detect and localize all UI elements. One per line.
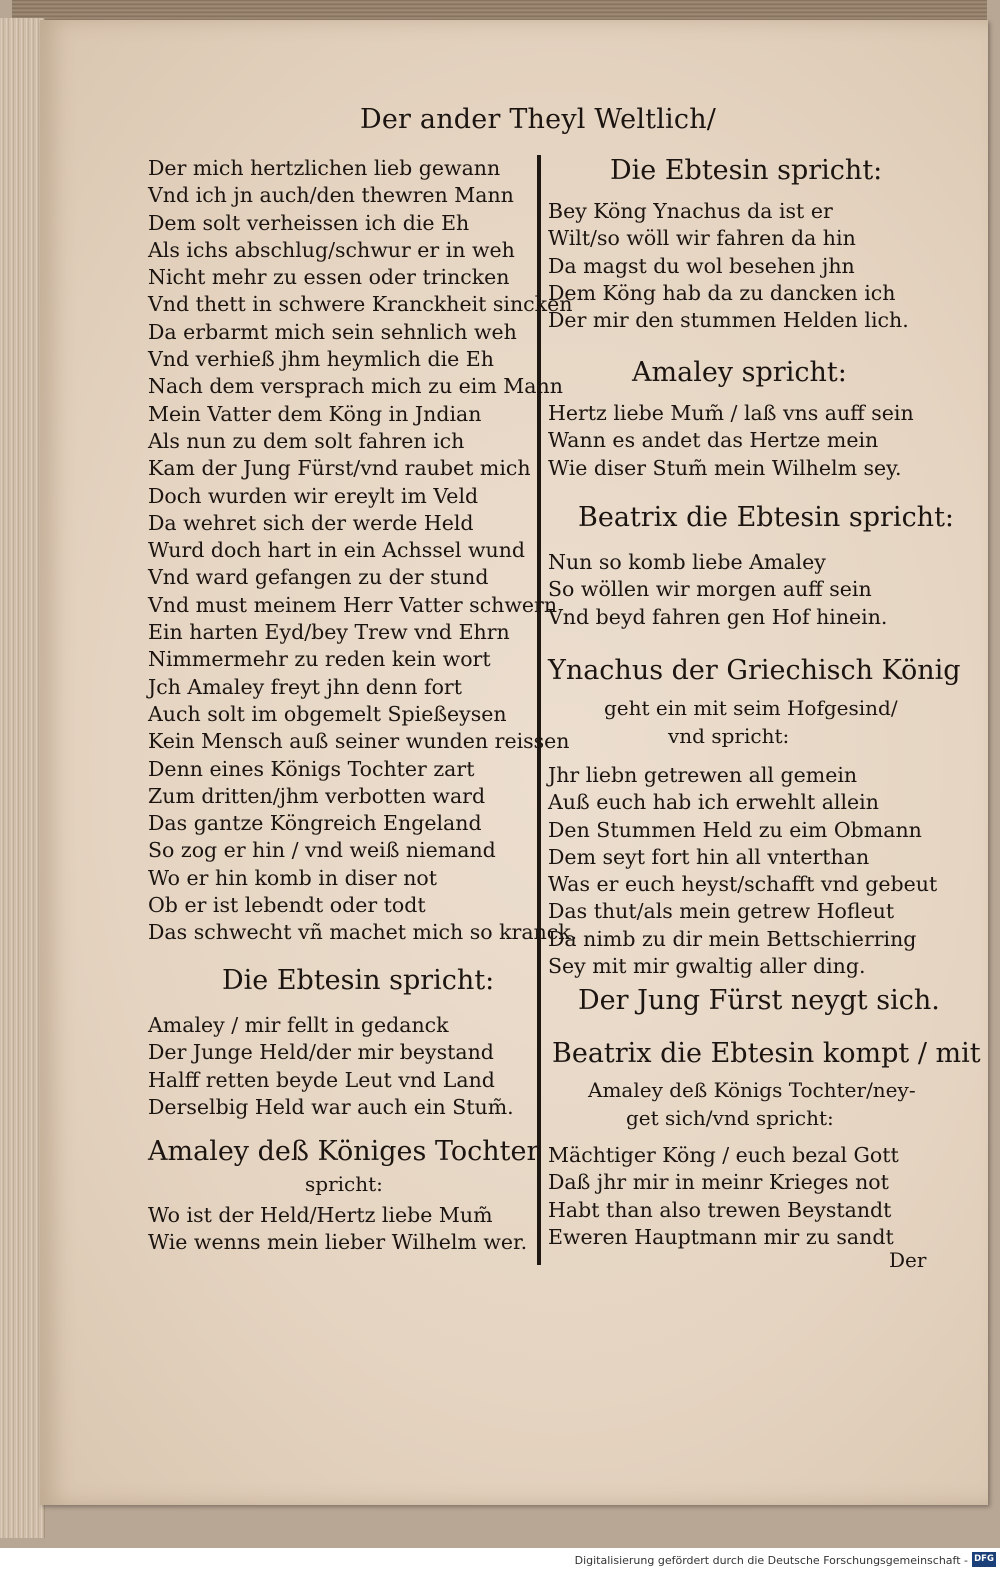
stage-direction: Der Jung Fürst neygt sich.	[578, 985, 940, 1016]
verse-line: So wöllen wir morgen auff sein	[548, 577, 872, 602]
verse-line: Nimmermehr zu reden kein wort	[148, 647, 491, 672]
verse-line: Vnd verhieß jhm heymlich die Eh	[148, 347, 494, 372]
verse-line: Wann es andet das Hertze mein	[548, 428, 879, 453]
verse-line: Wie diser Stum̃ mein Wilhelm sey.	[548, 455, 902, 480]
verse-line: Ob er ist lebendt oder todt	[148, 893, 426, 918]
verse-line: Habt than also trewen Beystandt	[548, 1197, 892, 1222]
verse-line: Dem solt verheissen ich die Eh	[148, 210, 470, 235]
right-column-verse-2	[548, 400, 914, 482]
verse-line: Das thut/als mein getrew Hofleut	[548, 899, 895, 924]
verse-line: Daß jhr mir in meinr Krieges not	[548, 1170, 889, 1195]
funding-credit: Digitalisierung gefördert durch die Deutsche Forschungsgemeinschaft -	[574, 1554, 968, 1567]
right-heading-ynachus-c: vnd spricht:	[668, 724, 790, 748]
verse-line: Der Junge Held/der mir beystand	[148, 1040, 494, 1065]
verse-line: Mein Vatter dem Köng in Jndian	[148, 401, 482, 426]
verse-line: Nun so komb liebe Amaley	[548, 550, 826, 574]
verse-line: Das gantze Köngreich Engeland	[148, 811, 482, 836]
verse-line: Vnd ich jn auch/den thewren Mann	[148, 183, 514, 208]
verse-line: Wo er hin komb in diser not	[148, 865, 438, 890]
verse-line: Halff retten beyde Leut vnd Land	[148, 1067, 495, 1092]
verse-line: Zum dritten/jhm verbotten ward	[148, 783, 486, 808]
verse-line: Auch solt im obgemelt Spießeysen	[148, 701, 507, 726]
verse-line: Nicht mehr zu essen oder trincken	[148, 265, 510, 290]
right-heading-beatrix-kompt-b: Amaley deß Königs Tochter/ney-	[588, 1078, 916, 1102]
verse-line: Der mir den stummen Helden lich.	[548, 308, 909, 333]
right-heading-ynachus-a: Ynachus der Griechisch König	[548, 655, 961, 686]
verse-line: So zog er hin / vnd weiß niemand	[148, 838, 496, 863]
verse-line: Was er euch heyst/schafft vnd gebeut	[548, 872, 938, 897]
right-heading-beatrix: Beatrix die Ebtesin spricht:	[578, 502, 955, 533]
running-head: Der ander Theyl Weltlich/	[360, 104, 717, 135]
right-column-verse-3	[548, 549, 887, 631]
page-stack-fore-edge	[0, 18, 45, 1538]
verse-line: Das schwecht vñ machet mich so kranck.	[148, 920, 578, 945]
verse-line: Da erbarmt mich sein sehnlich weh	[148, 319, 517, 344]
right-heading-beatrix-kompt-a: Beatrix die Ebtesin kompt / mit	[552, 1038, 981, 1069]
verse-line: Wo ist der Held/Hertz liebe Mum̃	[148, 1203, 493, 1227]
verse-line: Der mich hertzlichen lieb gewann	[148, 156, 501, 180]
verse-line: Da nimb zu dir mein Bettschierring	[548, 926, 917, 951]
right-heading-ynachus-b: geht ein mit seim Hofgesind/	[604, 696, 898, 720]
right-column-verse-4	[548, 762, 937, 980]
page-stack-top-edge	[12, 0, 987, 22]
dfg-logo-badge: DFG	[972, 1552, 996, 1567]
verse-line: Auß euch hab ich erwehlt allein	[548, 790, 879, 815]
verse-line: Wie wenns mein lieber Wilhelm wer.	[148, 1230, 528, 1255]
verse-line: Als nun zu dem solt fahren ich	[148, 428, 465, 453]
left-heading-ebtesin: Die Ebtesin spricht:	[222, 965, 495, 996]
verse-line: Jhr liebn getrewen all gemein	[548, 763, 858, 787]
verse-line: Als ichs abschlug/schwur er in weh	[148, 237, 515, 262]
left-column-verse-3	[148, 1202, 527, 1257]
verse-line: Hertz liebe Mum̃ / laß vns auff sein	[548, 401, 914, 425]
left-heading-amaley-a: Amaley deß Königes Tochter	[148, 1136, 540, 1167]
verse-line: Dem seyt fort hin all vnterthan	[548, 844, 870, 869]
verse-line: Eweren Hauptmann mir zu sandt	[548, 1224, 894, 1249]
verse-line: Den Stummen Held zu eim Obmann	[548, 817, 922, 842]
catchword: Der	[889, 1248, 927, 1272]
right-column-verse-1	[548, 198, 909, 334]
left-column-verse-1	[148, 155, 577, 947]
verse-line: Bey Köng Ynachus da ist er	[548, 199, 833, 223]
verse-line: Denn eines Königs Tochter zart	[148, 756, 475, 781]
verse-line: Dem Köng hab da zu dancken ich	[548, 280, 896, 305]
verse-line: Da wehret sich der werde Held	[148, 510, 474, 535]
right-heading-amaley: Amaley spricht:	[632, 357, 847, 388]
verse-line: Amaley / mir fellt in gedanck	[148, 1013, 449, 1037]
verse-line: Mächtiger Köng / euch bezal Gott	[548, 1143, 899, 1167]
verse-line: Vnd thett in schwere Kranckheit sincken	[148, 292, 573, 317]
left-column-verse-2	[148, 1012, 514, 1121]
verse-line: Jch Amaley freyt jhn denn fort	[148, 674, 462, 699]
verse-line: Ein harten Eyd/bey Trew vnd Ehrn	[148, 620, 510, 645]
verse-line: Da magst du wol besehen jhn	[548, 253, 855, 278]
right-column-verse-5	[548, 1142, 899, 1251]
right-heading-ebtesin: Die Ebtesin spricht:	[610, 155, 883, 186]
left-heading-amaley-b: spricht:	[305, 1172, 383, 1196]
verse-line: Doch wurden wir ereylt im Veld	[148, 483, 479, 508]
verse-line: Derselbig Held war auch ein Stum̃.	[148, 1094, 514, 1119]
verse-line: Vnd beyd fahren gen Hof hinein.	[548, 604, 888, 629]
verse-line: Kein Mensch auß seiner wunden reissen	[148, 729, 570, 754]
verse-line: Sey mit mir gwaltig aller ding.	[548, 954, 866, 979]
verse-line: Kam der Jung Fürst/vnd raubet mich	[148, 456, 531, 481]
verse-line: Wurd doch hart in ein Achssel wund	[148, 538, 526, 563]
right-heading-beatrix-kompt-c: get sich/vnd spricht:	[626, 1106, 834, 1130]
verse-line: Vnd must meinem Herr Vatter schwern	[148, 592, 558, 617]
verse-line: Vnd ward gefangen zu der stund	[148, 565, 489, 590]
verse-line: Nach dem versprach mich zu eim Mann	[148, 374, 563, 399]
verse-line: Wilt/so wöll wir fahren da hin	[548, 226, 856, 251]
